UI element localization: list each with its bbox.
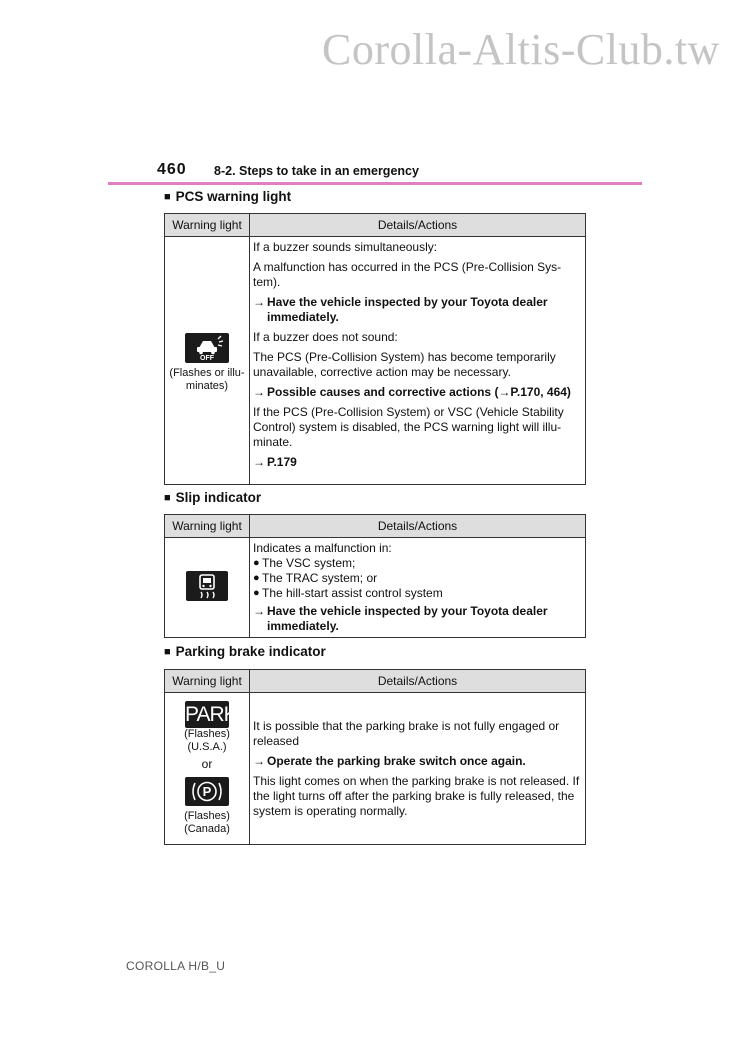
- watermark: Corolla-Altis-Club.tw: [322, 25, 720, 74]
- parking-text-1: It is possible that the parking brake is not fully engaged or released: [253, 718, 560, 748]
- slip-text-1: Indicates a malfunction in:: [253, 541, 392, 555]
- slip-heading: [164, 490, 261, 505]
- col-warning-light: Warning light: [165, 214, 250, 237]
- square-bullet-icon: ■: [164, 492, 171, 504]
- col-details-actions: Details/Actions: [250, 670, 586, 693]
- slip-bullet-3: ● The hill-start assist control system: [253, 586, 443, 600]
- parking-heading: [164, 644, 326, 659]
- slip-heading-text: Slip indicator: [175, 490, 262, 505]
- footer-model: COROLLA H/B_U: [126, 959, 226, 973]
- pcs-action-2: → Possible causes and corrective actions (→P.170, 464): [253, 385, 571, 399]
- park-indicator-icon: PARK: [185, 703, 237, 726]
- pcs-action-3: → P.179: [253, 455, 297, 469]
- pcs-details: [250, 237, 586, 485]
- parking-brake-p-icon: [185, 777, 229, 806]
- park-caption-usa: (Flashes) (U.S.A.): [184, 728, 230, 753]
- slip-bullet-2: ● The TRAC system; or: [253, 571, 378, 585]
- pcs-action-1: → Have the vehicle inspected by your Toyota dealer immediately.: [253, 295, 548, 324]
- col-warning-light: Warning light: [165, 515, 250, 538]
- slip-indicator-icon: [186, 571, 228, 601]
- park-caption-canada: (Flashes) (Canada): [184, 810, 230, 835]
- pcs-heading-text: PCS warning light: [175, 189, 292, 204]
- header-rule: [108, 182, 642, 185]
- slip-action-1: → Have the vehicle inspected by your Toyota dealer immediately.: [253, 604, 548, 633]
- parking-action-1: → Operate the parking brake switch once again.: [253, 753, 526, 768]
- slip-icon-cell: [165, 538, 250, 638]
- square-bullet-icon: ■: [164, 191, 171, 203]
- svg-text:P: P: [202, 784, 212, 799]
- slip-table: [164, 514, 586, 638]
- pcs-icon-cell: [165, 237, 250, 485]
- pcs-heading: [164, 189, 291, 204]
- slip-details: [250, 538, 586, 638]
- square-bullet-icon: ■: [164, 646, 171, 658]
- pcs-text-2: A malfunction has occurred in the PCS (Pre-Collision Sys-tem).: [253, 260, 562, 289]
- parking-heading-text: Parking brake indicator: [175, 644, 326, 659]
- page-number: 460: [157, 161, 187, 178]
- pcs-icon-caption: (Flashes or illu- minates): [169, 366, 245, 392]
- section-title: 8-2. Steps to take in an emergency: [214, 164, 419, 178]
- col-details-actions: Details/Actions: [250, 515, 586, 538]
- col-warning-light: Warning light: [165, 670, 250, 693]
- parking-icon-cell: [165, 693, 250, 845]
- parking-text-2: This light comes on when the parking brake is not released. If the light turns off after the parking brake is fully released, the system is operating normally.: [253, 773, 580, 818]
- or-label: or: [201, 757, 213, 771]
- pcs-text-3: If a buzzer does not sound:: [253, 330, 398, 344]
- pcs-off-icon: [185, 333, 229, 363]
- slip-bullet-1: ● The VSC system;: [253, 556, 356, 570]
- pcs-table: [164, 213, 586, 485]
- col-details-actions: Details/Actions: [250, 214, 586, 237]
- pcs-text-1: If a buzzer sounds simultaneously:: [253, 240, 438, 254]
- parking-table: [164, 669, 586, 845]
- pcs-text-4: The PCS (Pre-Collision System) has become temporarily unavailable, corrective action may be necessary.: [253, 350, 556, 379]
- pcs-text-5: If the PCS (Pre-Collision System) or VSC (Vehicle Stability Control) system is disabled, the PCS warning light will illu-minate.: [253, 405, 564, 449]
- parking-details: [250, 693, 586, 845]
- pcs-off-label: OFF: [200, 354, 214, 362]
